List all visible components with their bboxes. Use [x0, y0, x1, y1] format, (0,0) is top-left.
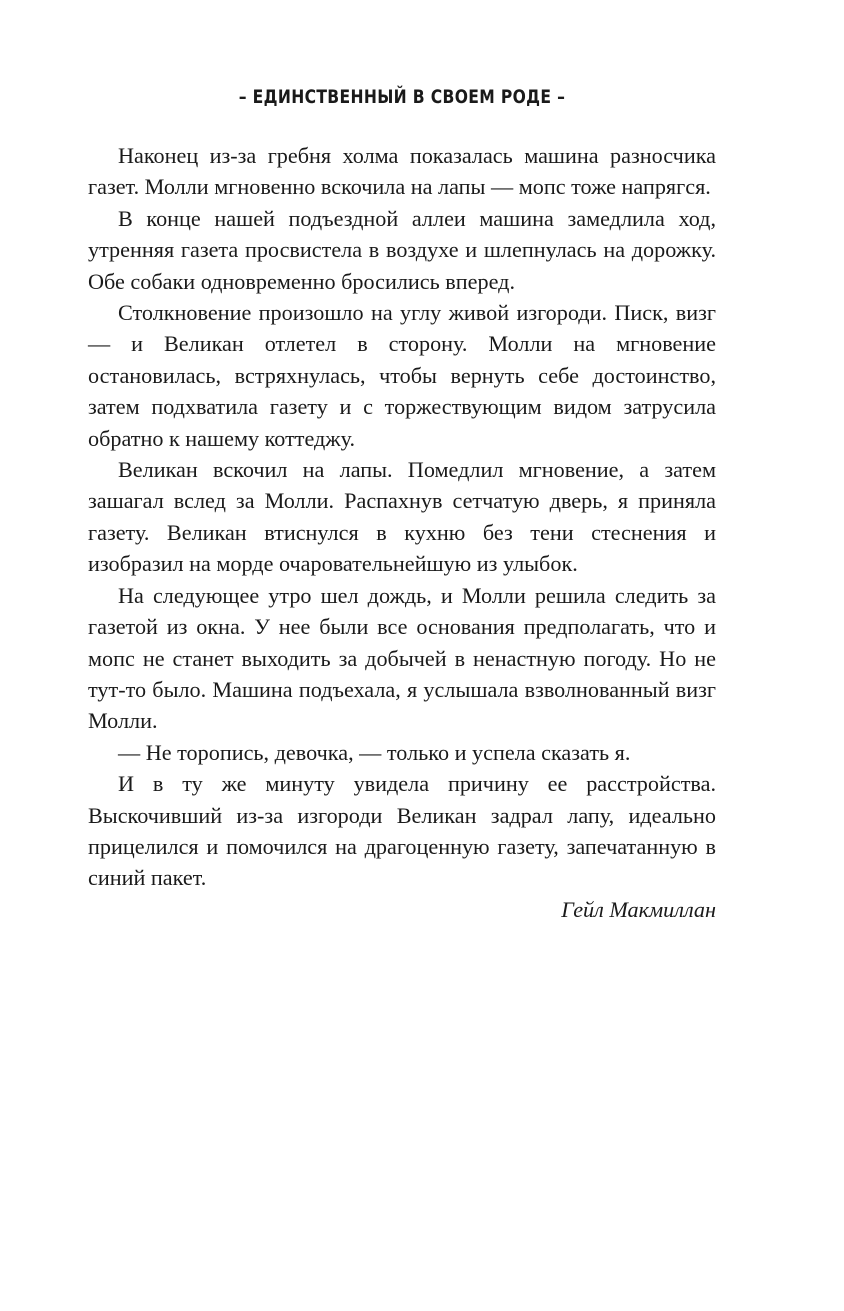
dialogue-paragraph: — Не торопись, девочка, — только и успела сказать я.	[118, 739, 631, 765]
book-page	[88, 84, 716, 925]
story-text	[88, 140, 716, 894]
paragraph: На следующее утро шел дождь, и Молли решила следить за газетой из окна. У нее были все основания предполагать, что и мопс не станет выходить за добычей в ненастную погоду. Но не тут-то было. Машина подъехала, я услышала взволнованный визг Молли.	[88, 582, 716, 734]
paragraph: И в ту же минуту увидела причину ее расстройства. Выскочивший из-за изгороди Великан задрал лапу, идеально прицелился и помочился на драгоценную газету, запечатанную в синий пакет.	[88, 771, 716, 891]
paragraph: Столкновение произошло на углу живой изгороди. Писк, визг — и Великан отлетел в сторону. Молли на мгновение остановилась, встряхнулась, чтобы вернуть себе достоинство, затем подхватила газету и с торжествующим видом затрусила обратно к нашему коттеджу.	[88, 300, 716, 451]
running-title: – ЕДИНСТВЕННЫЙ В СВОЕМ РОДЕ –	[238, 86, 566, 108]
paragraph: Великан вскочил на лапы. Помедлил мгновение, а затем зашагал вслед за Молли. Распахнув сетчатую дверь, я приняла газету. Великан втиснулся в кухню без тени стеснения и изобразил на морде очаровательнейшую из улыбок.	[88, 457, 716, 577]
paragraph: В конце нашей подъездной аллеи машина замедлила ход, утренняя газета просвистела в воздухе и шлепнулась на дорожку. Обе собаки одновременно бросились вперед.	[88, 205, 716, 294]
paragraph: Наконец из-за гребня холма показалась машина разносчика газет. Молли мгновенно вскочила на лапы — мопс тоже напрягся.	[88, 143, 716, 200]
author-signature: Гейл Макмиллан	[561, 896, 716, 922]
